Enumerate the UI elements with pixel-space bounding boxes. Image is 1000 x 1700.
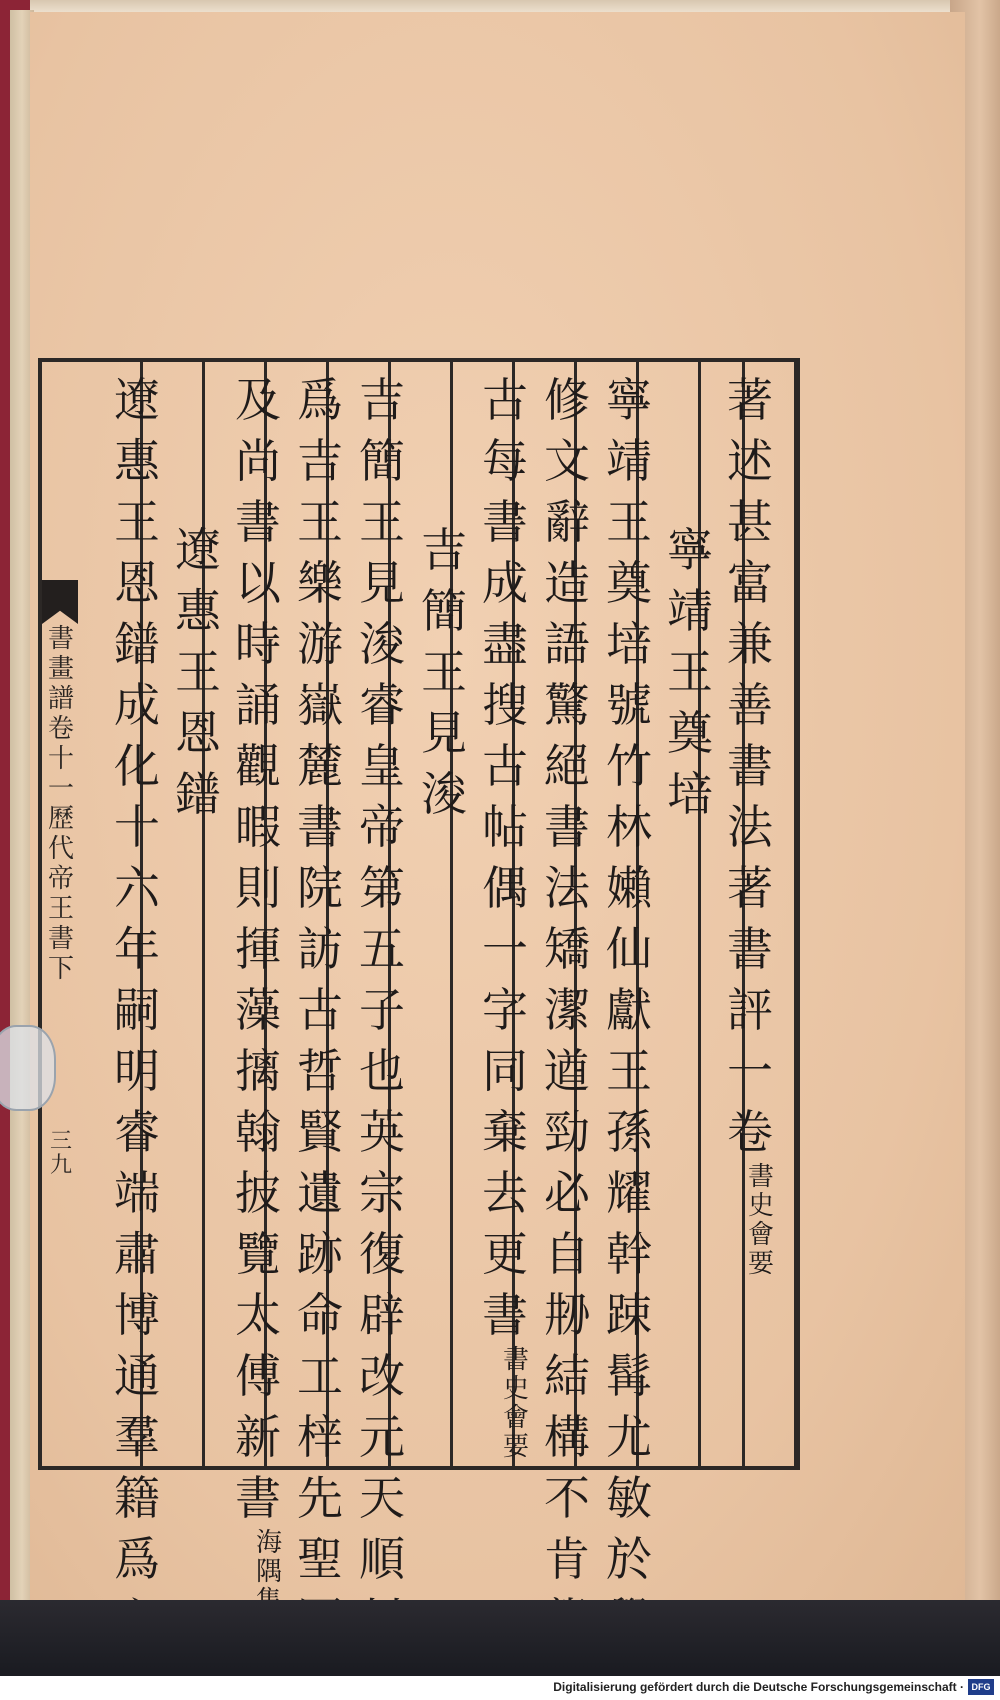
text-column [233,370,283,1616]
glyph: 暇 [235,800,281,854]
glyph: 結 [544,1349,590,1403]
glyph: 寧 [606,373,652,427]
glyph: 培 [606,617,652,671]
glyph: 以 [235,556,281,610]
glyph: 時 [235,617,281,671]
glyph: 絕 [544,739,590,793]
note-glyph: 要 [747,1249,774,1279]
margin-glyph: 譜 [47,684,74,714]
glyph: 述 [727,434,773,488]
glyph: 恩 [114,556,160,610]
glyph: 嶽 [297,678,343,732]
glyph: 自 [544,1227,590,1281]
glyph: 棄 [482,1105,528,1159]
glyph: 摛 [235,1044,281,1098]
glyph: 鐠 [175,767,221,821]
margin-glyph: 代 [47,834,74,864]
glyph: 院 [297,861,343,915]
glyph: 法 [544,861,590,915]
margin-glyph: 王 [47,894,74,924]
note-glyph: 會 [747,1220,774,1250]
glyph: 搜 [482,678,528,732]
glyph: 古 [482,739,528,793]
note-glyph: 隅 [255,1557,282,1587]
source-note [748,1163,774,1279]
glyph: 遼 [114,373,160,427]
glyph: 羣 [114,1410,160,1464]
glyph: 甚 [727,495,773,549]
glyph: 吉 [297,434,343,488]
glyph: 尚 [235,434,281,488]
glyph: 去 [482,1166,528,1220]
glyph: 藻 [235,983,281,1037]
glyph: 年 [114,922,160,976]
glyph: 吉 [421,523,467,577]
glyph: 書 [482,495,528,549]
glyph: 辭 [544,495,590,549]
glyph: 盡 [482,617,528,671]
glyph: 明 [114,1044,160,1098]
glyph: 王 [359,495,405,549]
glyph: 帖 [482,800,528,854]
glyph: 王 [606,1044,652,1098]
text-column [725,370,775,1279]
glyph: 不 [544,1471,590,1525]
glyph: 驚 [544,678,590,732]
margin-page-number [46,1130,76,1178]
text-column [542,370,592,1651]
page-clip [0,1025,56,1111]
page-number-glyph: 九 [49,1153,72,1178]
glyph: 工 [297,1349,343,1403]
glyph: 改 [359,1349,405,1403]
glyph: 王 [114,495,160,549]
glyph: 則 [235,861,281,915]
glyph: 書 [235,495,281,549]
glyph: 書 [482,1288,528,1342]
glyph: 六 [114,861,160,915]
glyph: 王 [175,645,221,699]
glyph: 培 [667,767,713,821]
glyph: 元 [359,1410,405,1464]
glyph: 睿 [114,1105,160,1159]
glyph: 博 [114,1288,160,1342]
glyph: 王 [421,645,467,699]
note-glyph: 書 [502,1345,529,1375]
glyph: 及 [235,373,281,427]
glyph: 復 [359,1227,405,1281]
glyph: 每 [482,434,528,488]
glyph: 一 [482,922,528,976]
glyph: 書 [235,1471,281,1525]
margin-glyph: 十 [47,744,74,774]
footer-credit: Digitalisierung gefördert durch die Deutsche Forschungsgemeinschaft · [553,1680,964,1694]
glyph: 五 [359,922,405,976]
glyph: 誦 [235,678,281,732]
glyph: 揮 [235,922,281,976]
margin-glyph: 下 [47,954,74,984]
glyph: 籍 [114,1471,160,1525]
glyph: 通 [114,1349,160,1403]
glyph: 同 [482,1044,528,1098]
glyph: 古 [297,983,343,1037]
glyph: 天 [359,1471,405,1525]
glyph: 踈 [606,1288,652,1342]
glyph: 英 [359,1105,405,1159]
source-note [503,1346,529,1462]
glyph: 觀 [235,739,281,793]
text-column [604,370,654,1651]
footer-bar [0,1676,1000,1700]
glyph: 賢 [297,1105,343,1159]
glyph: 靖 [606,434,652,488]
glyph: 王 [667,645,713,699]
glyph: 梓 [297,1410,343,1464]
glyph: 辟 [359,1288,405,1342]
glyph: 勁 [544,1105,590,1159]
glyph: 一 [727,1044,773,1098]
glyph: 哲 [297,1044,343,1098]
glyph: 字 [482,983,528,1037]
page-number-glyph: 三 [49,1129,72,1154]
glyph: 兼 [727,617,773,671]
glyph: 恩 [175,706,221,760]
glyph: 浚 [421,767,467,821]
margin-glyph: 一 [47,774,74,804]
glyph: 構 [544,1410,590,1464]
glyph: 吉 [359,373,405,427]
glyph: 評 [727,983,773,1037]
glyph: 子 [359,983,405,1037]
glyph: 覽 [235,1227,281,1281]
margin-glyph: 書 [47,624,74,654]
glyph: 太 [235,1288,281,1342]
glyph: 尤 [606,1410,652,1464]
scan-background [0,1600,1000,1670]
glyph: 更 [482,1227,528,1281]
glyph: 矯 [544,922,590,976]
glyph: 卷 [727,1105,773,1159]
margin-glyph: 畫 [47,654,74,684]
glyph: 潔 [544,983,590,1037]
glyph: 簡 [359,434,405,488]
glyph: 號 [606,678,652,732]
glyph: 成 [482,556,528,610]
glyph: 聖 [297,1532,343,1586]
glyph: 敏 [606,1471,652,1525]
entry-heading-column [173,520,223,825]
glyph: 奠 [606,556,652,610]
glyph: 鐠 [114,617,160,671]
glyph: 著 [727,861,773,915]
glyph: 靖 [667,584,713,638]
glyph: 富 [727,556,773,610]
note-glyph: 要 [502,1432,529,1462]
glyph: 麓 [297,739,343,793]
text-column [357,370,407,1651]
glyph: 語 [544,617,590,671]
glyph: 孫 [606,1105,652,1159]
glyph: 獻 [606,983,652,1037]
glyph: 見 [359,556,405,610]
note-glyph: 書 [747,1162,774,1192]
glyph: 浚 [359,617,405,671]
glyph: 修 [544,373,590,427]
glyph: 睿 [359,678,405,732]
glyph: 十 [114,800,160,854]
glyph: 披 [235,1166,281,1220]
entry-heading-column [419,520,469,825]
glyph: 著 [727,373,773,427]
glyph: 也 [359,1044,405,1098]
glyph: 髯 [606,1349,652,1403]
margin-glyph: 歷 [47,804,74,834]
margin-glyph: 卷 [47,714,74,744]
glyph: 於 [606,1532,652,1586]
glyph: 古 [482,373,528,427]
note-glyph: 海 [255,1528,282,1558]
glyph: 文 [544,434,590,488]
glyph: 惠 [175,584,221,638]
glyph: 惠 [114,434,160,488]
note-glyph: 會 [502,1403,529,1433]
glyph: 耀 [606,1166,652,1220]
glyph: 王 [297,495,343,549]
entry-heading-column [665,520,715,825]
glyph: 樂 [297,556,343,610]
glyph: 先 [297,1471,343,1525]
glyph: 王 [606,495,652,549]
glyph: 法 [727,800,773,854]
glyph: 新 [235,1410,281,1464]
text-column [295,370,345,1651]
glyph: 爲 [114,1532,160,1586]
glyph: 嬾 [606,861,652,915]
text-column [112,370,162,1651]
glyph: 傅 [235,1349,281,1403]
dfg-logo: DFG [968,1679,994,1695]
glyph: 奠 [667,706,713,760]
glyph: 端 [114,1166,160,1220]
glyph: 肯 [544,1532,590,1586]
glyph: 帝 [359,800,405,854]
glyph: 遼 [175,523,221,577]
glyph: 爲 [297,373,343,427]
glyph: 遒 [544,1044,590,1098]
glyph: 跡 [297,1227,343,1281]
glyph: 簡 [421,584,467,638]
glyph: 命 [297,1288,343,1342]
glyph: 見 [421,706,467,760]
glyph: 書 [727,922,773,976]
margin-glyph: 書 [47,924,74,954]
glyph: 化 [114,739,160,793]
glyph: 造 [544,556,590,610]
glyph: 書 [727,739,773,793]
margin-title [44,624,78,984]
glyph: 竹 [606,739,652,793]
glyph: 肅 [114,1227,160,1281]
glyph: 必 [544,1166,590,1220]
glyph: 順 [359,1532,405,1586]
margin-glyph: 帝 [47,864,74,894]
glyph: 訪 [297,922,343,976]
glyph: 嗣 [114,983,160,1037]
glyph: 刱 [544,1288,590,1342]
glyph: 幹 [606,1227,652,1281]
glyph: 翰 [235,1105,281,1159]
glyph: 遺 [297,1166,343,1220]
note-glyph: 史 [502,1374,529,1404]
glyph: 成 [114,678,160,732]
glyph: 書 [544,800,590,854]
glyph: 寧 [667,523,713,577]
glyph: 林 [606,800,652,854]
glyph: 游 [297,617,343,671]
glyph: 偶 [482,861,528,915]
glyph: 第 [359,861,405,915]
glyph: 宗 [359,1166,405,1220]
glyph: 善 [727,678,773,732]
glyph: 仙 [606,922,652,976]
glyph: 皇 [359,739,405,793]
note-glyph: 史 [747,1191,774,1221]
text-column [480,370,530,1462]
glyph: 書 [297,800,343,854]
